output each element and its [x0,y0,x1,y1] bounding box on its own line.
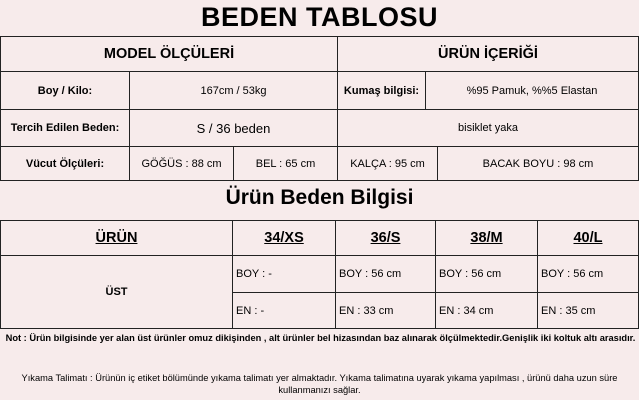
washing-instructions: Yıkama Talimatı : Ürünün iç etiket bölümünde yıkama talimatı yer almaktadır. Yıkama talimatına uyarak yıkama yapılması , ürünü daha uzun süre kullanmanızı sağlar. [21,373,618,395]
body-measurements-label: Vücut Ölçüleri: [0,147,130,181]
hip-value: KALÇA : 95 cm [338,147,438,181]
page-title: BEDEN TABLOSU [200,2,438,32]
size-header-s: 36/S [336,220,436,256]
boy-value-m: BOY : 56 cm [436,256,538,293]
fabric-label: Kumaş bilgisi: [338,72,426,110]
height-weight-value: 167cm / 53kg [130,72,338,110]
size-header-m: 38/M [436,220,538,256]
en-value-xs: EN : - [233,293,336,329]
fabric-value: %95 Pamuk, %%5 Elastan [426,72,639,110]
size-header-l: 40/L [538,220,639,256]
en-value-s: EN : 33 cm [336,293,436,329]
content-header: ÜRÜN İÇERİĞİ [338,36,639,72]
product-header: ÜRÜN [0,220,233,256]
height-weight-label: Boy / Kilo: [0,72,130,110]
model-header: MODEL ÖLÇÜLERİ [0,36,338,72]
upper-row-label: ÜST [0,256,233,329]
en-value-l: EN : 35 cm [538,293,639,329]
boy-value-xs: BOY : - [233,256,336,293]
size-info-title: Ürün Beden Bilgisi [225,186,414,209]
preferred-size-label: Tercih Edilen Beden: [0,110,130,147]
leg-length-value: BACAK BOYU : 98 cm [438,147,639,181]
collar-value: bisiklet yaka [338,110,639,147]
boy-value-s: BOY : 56 cm [336,256,436,293]
measurement-note: Not : Ürün bilgisinde yer alan üst ürünler omuz dikişinden , alt ürünler bel hizasından baz alınarak ölçülmektedir.Genişlik iki koltuk altı arasıdır. [5,333,636,343]
size-header-xs: 34/XS [233,220,336,256]
preferred-size-value: S / 36 beden [130,110,338,147]
chest-value: GÖĞÜS : 88 cm [130,147,234,181]
en-value-m: EN : 34 cm [436,293,538,329]
waist-value: BEL : 65 cm [234,147,338,181]
boy-value-l: BOY : 56 cm [538,256,639,293]
